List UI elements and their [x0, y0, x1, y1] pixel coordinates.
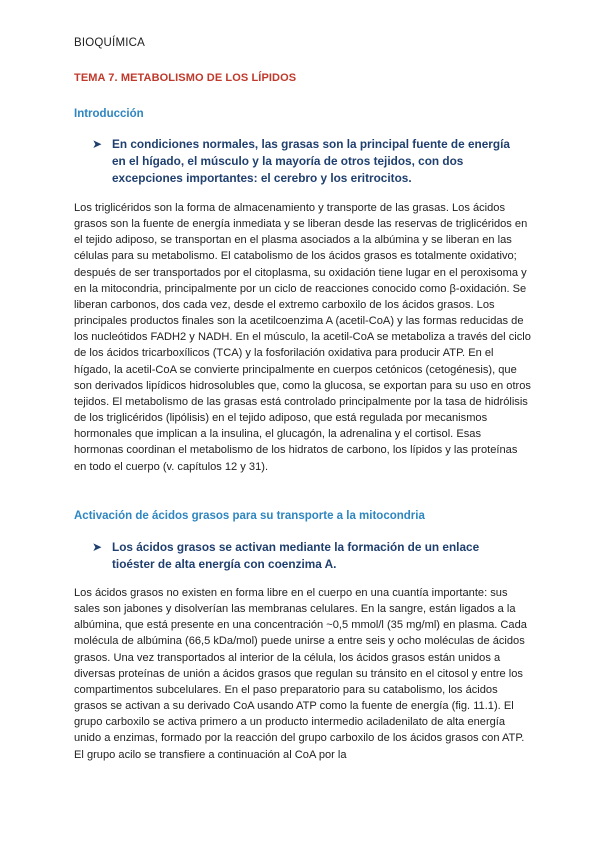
key-point-bullet — [92, 136, 512, 187]
section-heading-introduccion: Introducción — [74, 108, 144, 120]
arrow-bullet-icon: ➤ — [92, 540, 103, 554]
key-point-bullet — [92, 539, 512, 573]
key-point-text: En condiciones normales, las grasas son la principal fuente de energía en el hígado, el músculo y la mayoría de otros tejidos, con dos excepciones importantes: el cerebro y los eritrocitos. — [112, 137, 510, 185]
body-paragraph: Los ácidos grasos no existen en forma libre en el cuerpo en una cuantía importante: sus sales son jabones y disolverían las membranas celulares. En la sangre, están ligados a la albúmina, que está presente en una concentración ~0,5 mmol/l (35 mg/ml) en plasma. Cada molécula de albúmina (66,5 kDa/mol) puede unirse a entre seis y ocho moléculas de ácidos grasos. Una vez transportados al interior de la célula, los ácidos grasos están unidos a diversas proteínas de unión a ácidos grasos que regulan su tránsito en el citosol y entre los compartimentos subcelulares. En el paso preparatorio para su catabolismo, los ácidos grasos se activan a su derivado CoA usando ATP como la fuente de energía (fig. 11.1). El grupo carboxilo se activa primero a un producto intermedio aciladenilato de alta energía unido a enzimas, formado por la reacción del grupo carboxilo de los ácidos grasos con ATP. El grupo acilo se transfiere a continuación al CoA por la — [74, 587, 527, 761]
key-point-text: Los ácidos grasos se activan mediante la formación de un enlace tioéster de alta energía con coenzima A. — [112, 540, 480, 571]
page-header-title: BIOQUÍMICA — [74, 37, 146, 49]
section-heading-activacion: Activación de ácidos grasos para su transporte a la mitocondria — [74, 510, 425, 522]
arrow-bullet-icon: ➤ — [92, 137, 103, 151]
chapter-title: TEMA 7. METABOLISMO DE LOS LÍPIDOS — [74, 72, 297, 84]
body-paragraph: Los triglicéridos son la forma de almacenamiento y transporte de las grasas. Los ácidos grasos son la fuente de energía inmediata y se liberan desde las reservas de triglicéridos en el tejido adiposo, se transportan en el plasma asociados a la albúmina y se liberan en las células para su metabolismo. El catabolismo de los ácidos grasos es totalmente oxidativo; después de ser transportados por el citoplasma, su oxidación tiene lugar en el peroxisoma y en la mitocondria, principalmente por un ciclo de reacciones conocido como β-oxidación. Se liberan carbonos, dos cada vez, desde el extremo carboxilo de los ácidos grasos. Los principales productos finales son la acetilcoenzima A (acetil-CoA) y las formas reducidas de los nucleótidos FADH2 y NADH. En el músculo, la acetil-CoA se metaboliza a través del ciclo de los ácidos tricarboxílicos (TCA) y la fosforilación oxidativa para producir ATP. En el hígado, la acetil-CoA se convierte principalmente en cuerpos cetónicos (cetogénesis), que son derivados lipídicos hidrosolubles que, como la glucosa, se exportan para su uso en otros tejidos. El metabolismo de las grasas está controlado principalmente por la tasa de hidrólisis de los triglicéridos (lipólisis) en el tejido adiposo, que está regulada por mecanismos hormonales que implican a la insulina, el glucagón, la adrenalina y el cortisol. Esas hormonas coordinan el metabolismo de los hidratos de carbono, los lípidos y las proteínas en todo el cuerpo (v. capítulos 12 y 31). — [74, 202, 531, 473]
